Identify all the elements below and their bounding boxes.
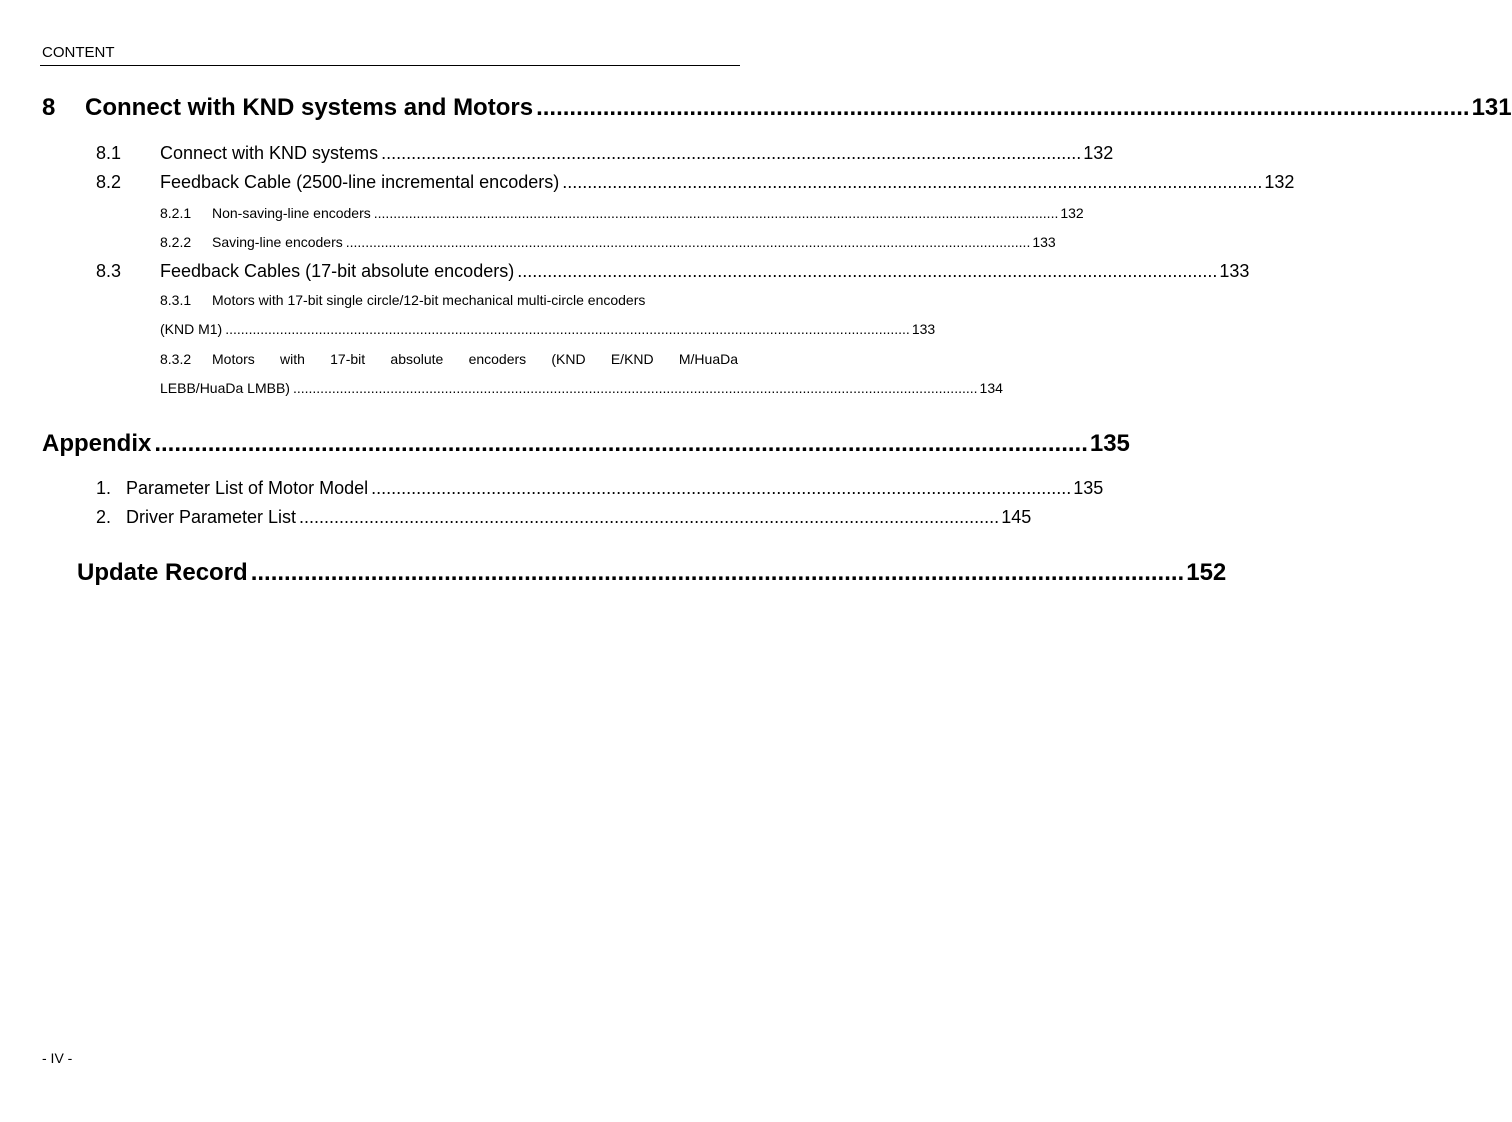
toc-chapter-8[interactable]	[42, 94, 1512, 122]
toc-page: 135	[1089, 430, 1130, 457]
toc-appendix[interactable]	[42, 430, 1130, 458]
toc-page: 145	[1001, 507, 1032, 527]
toc-title: Feedback Cable (2500-line incremental encoders)	[160, 172, 560, 192]
toc-title: Non-saving-line encoders	[212, 205, 371, 221]
toc-subsection-8-3-2-line2[interactable]	[160, 380, 1003, 396]
toc-page: 134	[979, 380, 1003, 396]
toc-number: 8	[42, 94, 56, 121]
toc-page: 132	[1060, 205, 1084, 221]
toc-leader: ............................................................................................................................................	[299, 507, 1000, 527]
toc-title: Motors with 17-bit absolute encoders (KND E/KND M/HuaDa	[212, 351, 738, 367]
toc-title: Connect with KND systems	[160, 143, 379, 163]
toc-leader: ................................................................................................................................................................................	[345, 234, 1031, 250]
toc-section-8-3[interactable]	[96, 261, 1250, 282]
toc-page: 133	[1219, 261, 1250, 281]
toc-subsection-8-3-1-line1[interactable]	[160, 292, 645, 308]
toc-title-continued: LEBB/HuaDa LMBB)	[160, 380, 290, 396]
toc-number: 8.2.2	[160, 234, 192, 250]
toc-section-8-2[interactable]	[96, 172, 1295, 193]
toc-number: 1.	[96, 478, 112, 498]
toc-number: 8.2	[96, 172, 122, 192]
toc-leader: ............................................................................................................................................	[517, 261, 1218, 281]
toc-page: 132	[1083, 143, 1114, 163]
toc-subsection-8-3-1-line2[interactable]	[160, 321, 936, 337]
toc-leader: ................................................................................................................................................................................	[292, 380, 978, 396]
toc-title: Update Record	[77, 559, 248, 586]
toc-title: Driver Parameter List	[126, 507, 297, 527]
toc-page: 133	[1032, 234, 1056, 250]
toc-title: Motors with 17-bit single circle/12-bit mechanical multi-circle encoders	[212, 292, 646, 308]
toc-title: Parameter List of Motor Model	[126, 478, 369, 498]
page-number-footer: - IV -	[42, 1050, 73, 1066]
toc-leader: ................................................................................................................................................................................	[225, 321, 910, 337]
toc-leader: ............................................................................................................................................	[250, 559, 1185, 586]
toc-leader: ............................................................................................................................................	[381, 143, 1082, 163]
toc-section-8-1[interactable]	[96, 143, 1114, 164]
toc-number: 8.3.1	[160, 292, 192, 308]
toc-number: 8.2.1	[160, 205, 192, 221]
toc-number: 8.3.2	[160, 351, 192, 367]
toc-number: 8.1	[96, 143, 122, 163]
toc-title: Connect with KND systems and Motors	[85, 94, 534, 121]
toc-title: Saving-line encoders	[212, 234, 343, 250]
toc-leader: ............................................................................................................................................	[371, 478, 1072, 498]
running-header: CONTENT	[42, 44, 115, 61]
toc-leader: ................................................................................................................................................................................	[373, 205, 1059, 221]
toc-appendix-item-2[interactable]	[96, 507, 1032, 528]
toc-title-continued: (KND M1)	[160, 321, 223, 337]
toc-subsection-8-2-2[interactable]	[160, 234, 1056, 250]
toc-title: Appendix	[42, 430, 152, 457]
toc-page: 132	[1264, 172, 1295, 192]
toc-page: 135	[1073, 478, 1104, 498]
toc-leader: ............................................................................................................................................	[536, 94, 1470, 121]
toc-update-record[interactable]	[77, 559, 1227, 587]
toc-subsection-8-2-1[interactable]	[160, 205, 1084, 221]
header-rule	[40, 65, 740, 66]
toc-page: 133	[911, 321, 936, 337]
toc-subsection-8-3-2-line1[interactable]	[160, 351, 738, 367]
toc-page: 131	[1471, 94, 1512, 121]
toc-number: 8.3	[96, 261, 122, 281]
toc-appendix-item-1[interactable]	[96, 478, 1104, 499]
toc-title: Feedback Cables (17-bit absolute encoders)	[160, 261, 515, 281]
toc-number: 2.	[96, 507, 112, 527]
toc-page: 152	[1186, 559, 1227, 586]
toc-leader: ............................................................................................................................................	[154, 430, 1088, 457]
toc-leader: ............................................................................................................................................	[562, 172, 1263, 192]
